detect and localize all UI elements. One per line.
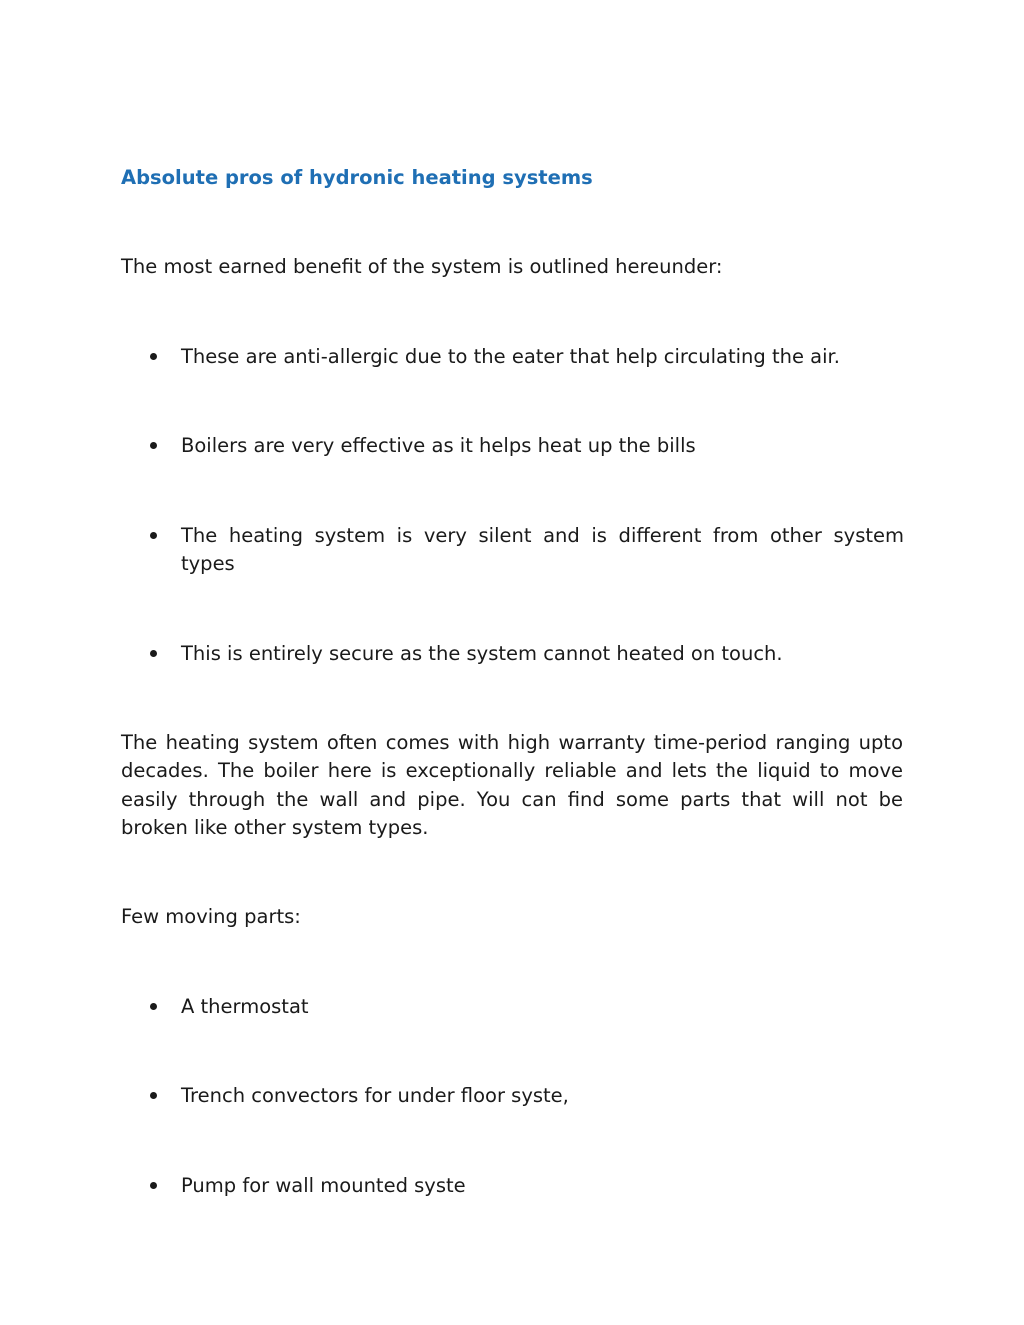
bullet-icon bbox=[150, 1092, 157, 1099]
bullet-icon bbox=[150, 1003, 157, 1010]
warranty-paragraph: The heating system often comes with high warranty time-period ranging upto decades. The boiler here is exceptionally reliable and lets the liquid to move easily through the wall and pipe. You can find some parts that will not be broken like other system types. bbox=[121, 731, 903, 839]
bullet-icon bbox=[150, 353, 157, 360]
parts-intro: Few moving parts: bbox=[121, 905, 301, 928]
bullet-icon bbox=[150, 650, 157, 657]
benefit-text: These are anti-allergic due to the eater that help circulating the air. bbox=[181, 345, 840, 368]
bullet-icon bbox=[150, 532, 157, 539]
bullet-icon bbox=[150, 442, 157, 449]
part-text: Pump for wall mounted syste bbox=[181, 1174, 466, 1197]
benefit-text: Boilers are very effective as it helps heat up the bills bbox=[181, 434, 696, 457]
part-text: A thermostat bbox=[181, 995, 309, 1018]
intro-paragraph: The most earned benefit of the system is outlined hereunder: bbox=[121, 255, 723, 278]
bullet-icon bbox=[150, 1182, 157, 1189]
section-heading: Absolute pros of hydronic heating systems bbox=[121, 166, 593, 189]
part-text: Trench convectors for under floor syste, bbox=[181, 1084, 569, 1107]
benefit-text: This is entirely secure as the system cannot heated on touch. bbox=[181, 642, 783, 665]
benefit-text: The heating system is very silent and is different from other system types bbox=[181, 524, 904, 576]
